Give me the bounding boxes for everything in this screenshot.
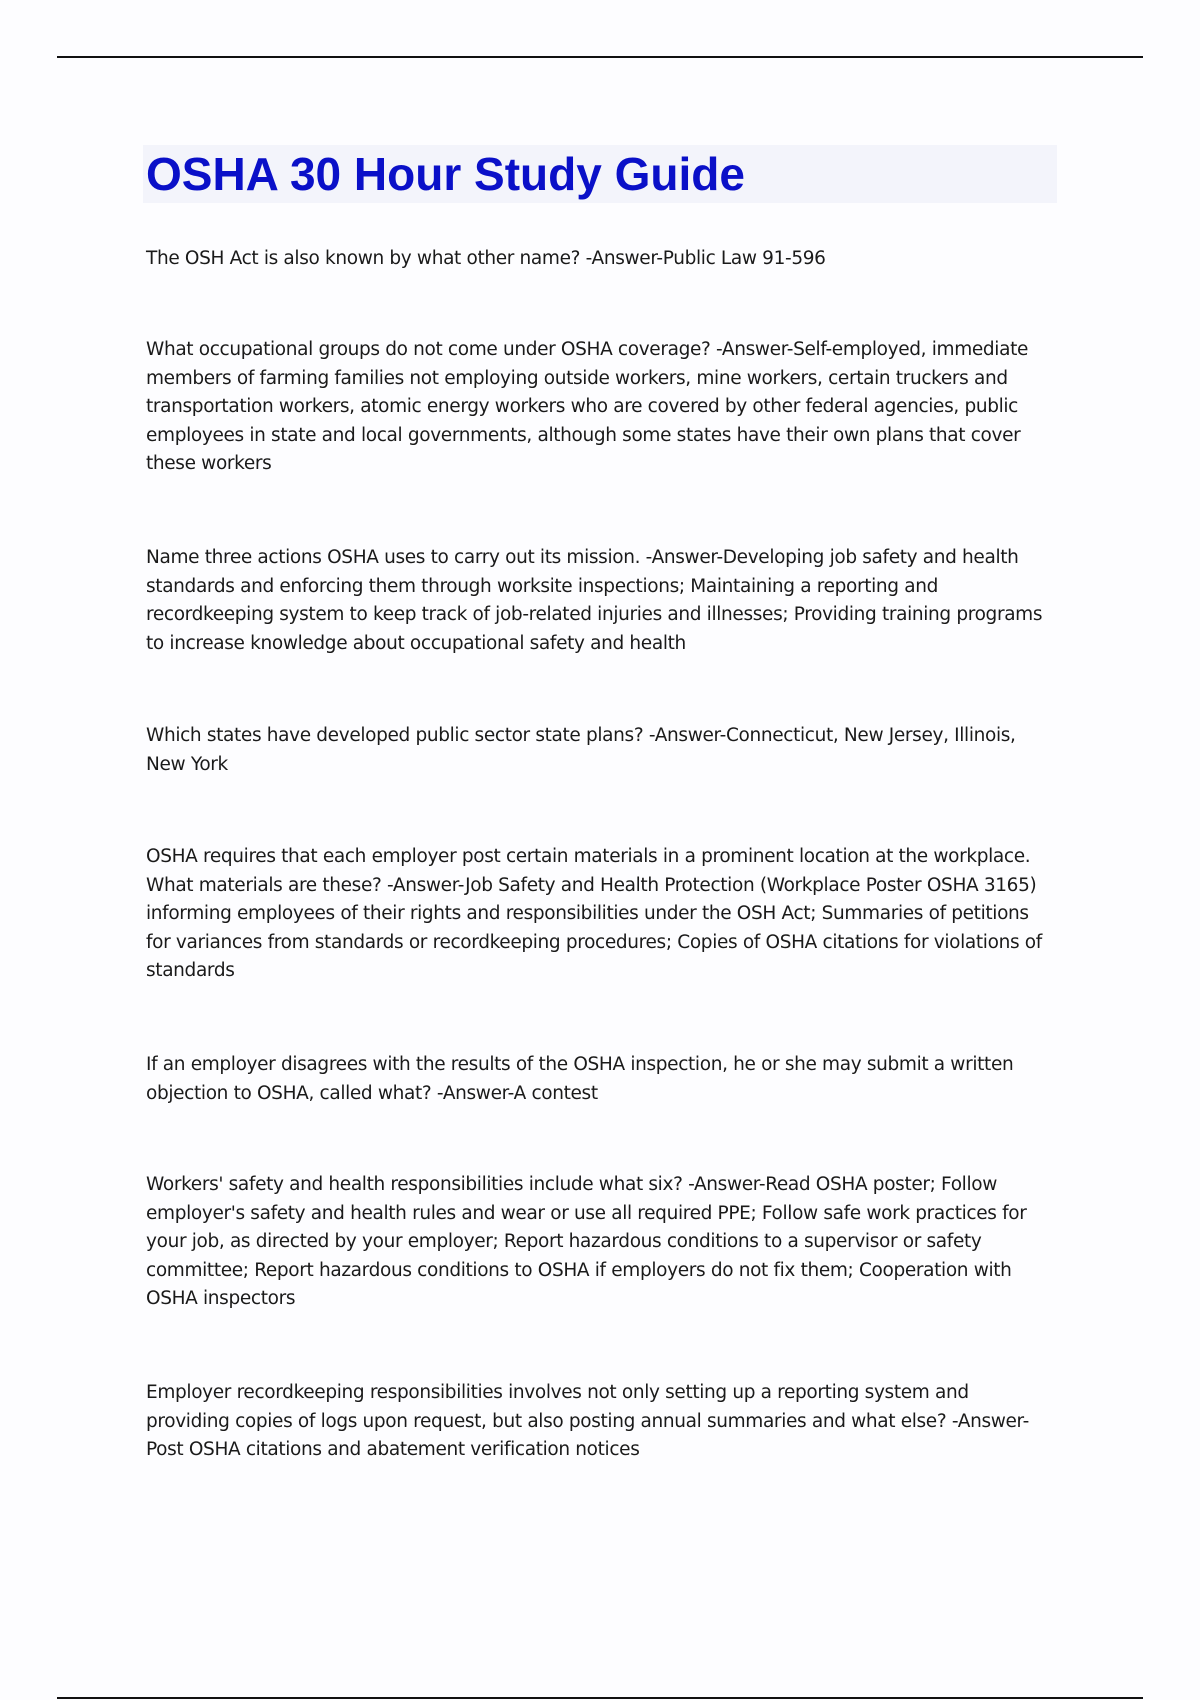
- top-rule: [57, 56, 1143, 58]
- answer-2: Self-employed, immediate members of farming families not employing outside workers, mine workers, certain truckers and transportation workers, atomic energy workers who are covered by other federal agencies, public employees in state and local governments, although some states have their own plans that cover these workers: [146, 339, 1029, 474]
- answer-separator-1: -Answer-: [580, 248, 663, 269]
- question-1: The OSH Act is also known by what other name?: [146, 248, 581, 269]
- qa-item-8: [146, 1379, 1050, 1465]
- answer-separator-5: -Answer-: [381, 874, 466, 896]
- qa-item-7: [146, 1171, 1050, 1314]
- question-7: Workers' safety and health responsibilities include what six?: [146, 1174, 683, 1195]
- question-5: OSHA requires that each employer post certain materials in a prominent location at the workplace. What materials are these?: [146, 846, 1031, 896]
- answer-separator-6: -Answer-: [431, 1082, 514, 1104]
- question-6: If an employer disagrees with the results of the OSHA inspection, he or she may submit a written objection to OSHA, called what?: [146, 1054, 1014, 1104]
- qa-item-2: [146, 336, 1050, 479]
- question-4: Which states have developed public sector state plans?: [146, 725, 644, 746]
- question-2: What occupational groups do not come under OSHA coverage?: [146, 339, 711, 360]
- answer-5: Job Safety and Health Protection (Workplace Poster OSHA 3165) informing employees of their rights and responsibilities under the OSH Act; Summaries of petitions for variances from standards or recordkeeping procedures; Copies of OSHA citations for violations of standards: [146, 874, 1042, 981]
- qa-item-6: [146, 1051, 1050, 1108]
- answer-separator-8: -Answer-: [946, 1410, 1029, 1432]
- qa-item-4: [146, 722, 1050, 779]
- answer-8: Post OSHA citations and abatement verification notices: [146, 1439, 640, 1460]
- answer-1: Public Law 91-596: [662, 248, 826, 269]
- bottom-rule: [57, 1697, 1143, 1699]
- answer-4: Connecticut, New Jersey, Illinois, New York: [146, 725, 1016, 775]
- qa-item-3: [146, 544, 1050, 658]
- qa-item-1: [146, 245, 1050, 274]
- qa-item-5: [146, 843, 1050, 986]
- question-8: Employer recordkeeping responsibilities involves not only setting up a reporting system and providing copies of logs upon request, but also posting annual summaries and what else?: [146, 1382, 969, 1432]
- answer-7: Read OSHA poster; Follow employer's safety and health rules and wear or use all required PPE; Follow safe work practices for your job, as directed by your employer; Report hazardous conditions to a supervisor or safety committee; Report hazardous conditions to OSHA if employers do not fix them; Cooperation with OSHA inspectors: [146, 1174, 1027, 1309]
- answer-separator-2: -Answer-: [710, 339, 794, 360]
- answer-separator-7: -Answer-: [682, 1174, 766, 1195]
- question-3: Name three actions OSHA uses to carry out its mission.: [146, 547, 641, 568]
- document-title: OSHA 30 Hour Study Guide: [146, 148, 745, 200]
- answer-6: A contest: [513, 1082, 598, 1104]
- answer-separator-4: -Answer-: [643, 725, 726, 746]
- answer-separator-3: -Answer-: [640, 547, 723, 568]
- answer-3: Developing job safety and health standards and enforcing them through worksite inspections; Maintaining a reporting and recordkeeping system to keep track of job-related injuries and illnesses; Providing training programs to increase knowledge about occupational safety and health: [146, 547, 1043, 654]
